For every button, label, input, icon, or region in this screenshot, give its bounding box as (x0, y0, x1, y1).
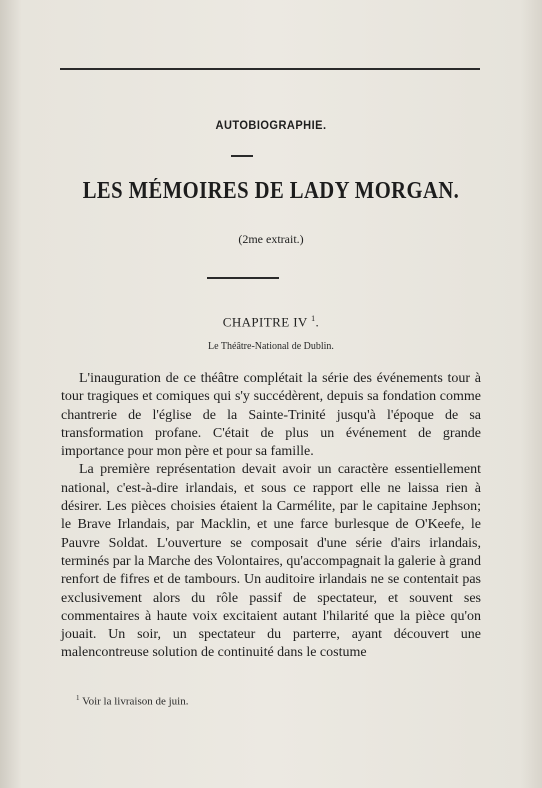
chapter-note-mark: 1 (311, 314, 316, 323)
paragraph-1: L'inauguration de ce théâtre complétait la série des événements tour à tour tragiques et comiques qui s'y succédèrent, depuis sa fondation comme chantrerie de l'église de la Sainte-Trinité jusqu'à l'époque de sa transformation profane. C'était de plus un événement de grande importance pour mon père et pour sa famille. (61, 371, 481, 460)
subtitle: (2me extrait.) (238, 232, 304, 246)
section-label: AUTOBIOGRAPHIE. (215, 118, 327, 132)
chapter-subtitle: Le Théâtre-National de Dublin. (208, 341, 334, 352)
separator-rule (207, 277, 279, 279)
footnote (76, 694, 189, 708)
paragraph-2: La première représentation devait avoir un caractère essentiellement national, c'est-à-dire irlandais, et sous ce rapport elle ne laissa rien à désirer. Les pièces choisies étaient la Carmélite, par le capitaine Jephson; le Brave Irlandais, par Macklin, et une farce burlesque de O'Keefe, le Pauvre Soldat. L'ouverture se composait d'une série d'airs irlandais, terminés par la Marche des Volontaires, qu'accompagnait la galerie à grand renfort de fifres et de tambours. Un auditoire irlandais ne se contentait pas exclusivement alors du rôle passif de spectateur, et souvent ses commentaires à haute voix excitaient autant l'hilarité que la pièce qu'on jouait. Un soir, un spectateur du parterre, ayant découvert une malencontreuse solution de continuité dans le costume (61, 462, 481, 661)
chapter-heading: CHAPITRE IV $^1$. (222, 314, 320, 330)
short-rule (231, 155, 253, 157)
body-text (61, 370, 481, 663)
chapter-heading-text: CHAPITRE IV (222, 314, 308, 330)
footnote-mark: 1 (76, 694, 80, 702)
top-rule (60, 68, 480, 70)
footnote-text: Voir la livraison de juin. (82, 695, 189, 708)
page-title: LES MÉMOIRES DE LADY MORGAN. (82, 178, 460, 204)
